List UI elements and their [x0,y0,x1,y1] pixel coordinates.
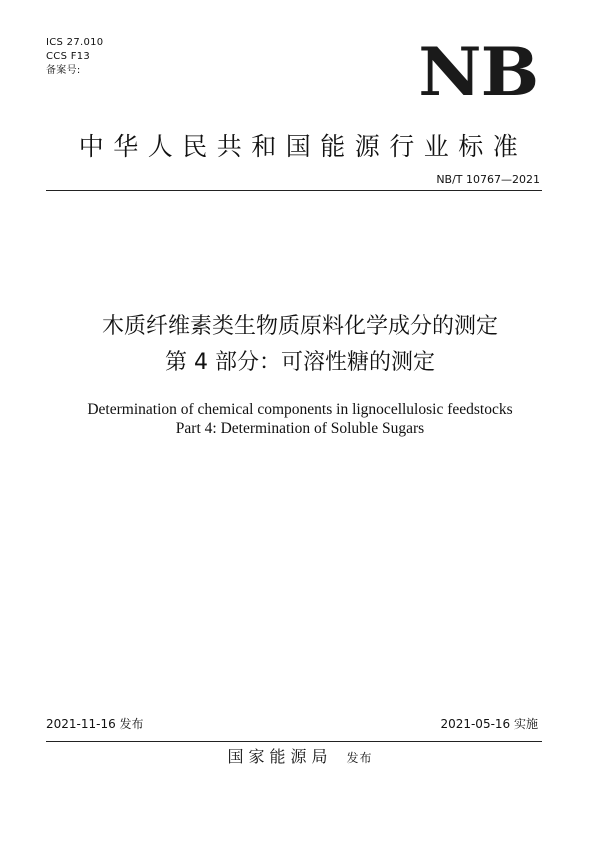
nb-logo: NB [418,33,538,111]
english-title-line-2: Part 4: Determination of Soluble Sugars [175,420,425,437]
bottom-divider [46,741,542,742]
english-title-line-1: Determination of chemical components in lignocellulosic feedstocks [87,401,513,418]
ccs-code: CCS F13 [46,51,91,62]
chinese-title-line-2: 第 4 部分：可溶性糖的测定 [165,350,435,375]
issue-date: 2021-11-16 发布 [46,717,144,731]
top-divider [46,190,542,191]
ics-code: ICS 27.010 [46,37,104,48]
implementation-date: 2021-05-16 实施 [440,717,538,731]
record-number-label: 备案号: [46,65,81,76]
chinese-title-line-1: 木质纤维素类生物质原料化学成分的测定 [101,314,498,339]
standard-number: NB/T 10767—2021 [436,173,540,186]
publisher [0,746,600,769]
standard-category-title: 中华人民共和国能源行业标准 [78,132,528,161]
publisher-name: 国家能源局 [227,747,333,766]
publisher-suffix: 发布 [346,751,373,765]
